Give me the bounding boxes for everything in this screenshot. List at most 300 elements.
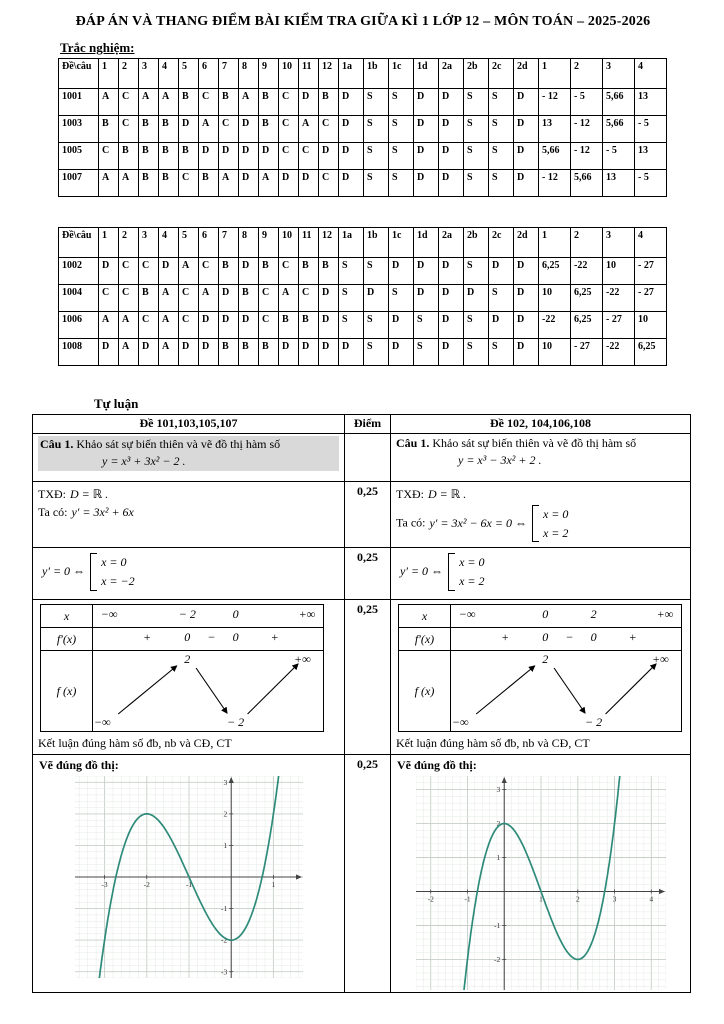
mc-answer-cell: D	[489, 258, 514, 285]
mc-header-col: 9	[259, 59, 279, 89]
mc-answer-cell: B	[219, 89, 239, 116]
mc-answer-cell: D	[464, 285, 489, 312]
mc-answer-cell: 13	[635, 143, 667, 170]
bbt-sign-value: 0	[232, 630, 239, 645]
mc-answer-cell: D	[439, 170, 464, 197]
mc-header-col: 2b	[464, 59, 489, 89]
mc-exam-code: 1005	[59, 143, 99, 170]
mc-answer-cell: S	[489, 285, 514, 312]
bbt-sign-value: 0	[542, 630, 549, 645]
mc-answer-cell: 13	[635, 89, 667, 116]
left-bracket-icon	[90, 553, 97, 590]
mc-answer-cell: B	[259, 116, 279, 143]
mc-header-col: 7	[219, 228, 239, 258]
svg-text:-2: -2	[220, 935, 227, 945]
mc-answer-cell: 5,66	[603, 89, 635, 116]
mc-header-col: 2b	[464, 228, 489, 258]
solution-cell-left	[33, 481, 345, 548]
problem-text: Khảo sát sự biến thiên và vẽ đồ thị hàm số	[432, 435, 637, 450]
mc-answer-cell: B	[179, 89, 199, 116]
mc-section-heading: Trắc nghiệm:	[60, 40, 135, 55]
svg-text:-2: -2	[143, 879, 150, 889]
bbt-x-value: −∞	[458, 607, 476, 622]
left-bracket-icon	[532, 505, 539, 542]
mc-answer-cell: - 12	[571, 143, 603, 170]
problem-highlight	[38, 436, 339, 471]
mc-answer-cell: S	[464, 116, 489, 143]
mc-header-col: 5	[179, 59, 199, 89]
mc-answer-cell: S	[489, 339, 514, 366]
mc-answer-cell: - 5	[603, 143, 635, 170]
mc-answer-cell: S	[389, 170, 414, 197]
mc-answer-row	[59, 285, 667, 312]
mc-answer-cell: S	[364, 312, 389, 339]
mc-header-col: 10	[279, 59, 299, 89]
mc-answer-cell: S	[489, 170, 514, 197]
mc-header-col: 6	[199, 228, 219, 258]
mc-answer-cell: D	[239, 312, 259, 339]
mc-answer-cell: D	[319, 339, 339, 366]
bbt-row	[41, 651, 323, 731]
mc-answer-cell: - 27	[571, 339, 603, 366]
bbt-arrow-up-icon	[248, 664, 298, 714]
mc-answer-table-1	[58, 58, 667, 197]
function-graph-right	[416, 776, 666, 990]
mc-answer-cell: D	[239, 258, 259, 285]
essay-header-row	[33, 415, 691, 434]
mc-answer-cell: S	[364, 258, 389, 285]
mc-answer-row	[59, 116, 667, 143]
mc-answer-cell: D	[299, 170, 319, 197]
mc-header-col: 8	[239, 59, 259, 89]
mc-answer-cell: D	[199, 339, 219, 366]
solution-cell-left	[33, 600, 345, 755]
mc-answer-cell: S	[364, 170, 389, 197]
mc-exam-code: 1006	[59, 312, 99, 339]
taco-label: Ta có:	[396, 515, 426, 530]
problem-cell-right	[391, 433, 691, 481]
cases-group	[448, 553, 484, 590]
mc-answer-cell: B	[279, 312, 299, 339]
mc-answer-cell: C	[219, 116, 239, 143]
svg-text:3: 3	[222, 777, 227, 787]
mc-answer-cell: S	[339, 258, 364, 285]
mc-header-col: 4	[159, 59, 179, 89]
mc-answer-cell: S	[489, 89, 514, 116]
essay-row-domain-derivative	[33, 481, 691, 548]
mc-exam-code: 1003	[59, 116, 99, 143]
mc-answer-cell: C	[279, 143, 299, 170]
bbt-row	[399, 628, 681, 651]
mc-header-col: 2c	[489, 59, 514, 89]
mc-answer-cell: D	[339, 339, 364, 366]
mc-answer-cell: - 27	[603, 312, 635, 339]
mc-answer-cell: S	[389, 143, 414, 170]
mc-answer-cell: D	[439, 143, 464, 170]
bbt-arrows	[451, 651, 680, 731]
mc-answer-cell: 10	[603, 258, 635, 285]
mc-header-col: 1	[539, 228, 571, 258]
mc-answer-cell: D	[514, 116, 539, 143]
mc-answer-cell: C	[139, 258, 159, 285]
mc-answer-cell: D	[239, 116, 259, 143]
svg-text:2: 2	[222, 809, 227, 819]
mc-answer-cell: B	[119, 143, 139, 170]
variation-table-left	[40, 604, 324, 732]
mc-header-col: 5	[179, 228, 199, 258]
mc-header-row	[59, 228, 667, 258]
mc-answer-cell: D	[239, 170, 259, 197]
mc-answer-cell: D	[99, 339, 119, 366]
mc-answer-cell: C	[119, 116, 139, 143]
mc-header-col: 9	[259, 228, 279, 258]
mc-answer-cell: B	[259, 339, 279, 366]
bbt-f-limit: −∞	[451, 714, 469, 729]
essay-section-heading: Tự luận	[94, 396, 139, 411]
mc-answer-cell: B	[239, 285, 259, 312]
mc-header-col: 4	[635, 228, 667, 258]
graph-label: Vẽ đúng đồ thị:	[397, 757, 477, 772]
mc-answer-cell: D	[414, 258, 439, 285]
mc-answer-cell: D	[319, 285, 339, 312]
solution-cell-right	[391, 481, 691, 548]
mc-answer-cell: A	[159, 285, 179, 312]
mc-answer-row	[59, 170, 667, 197]
mc-answer-cell: B	[199, 170, 219, 197]
bbt-arrow-down-icon	[554, 668, 585, 713]
mc-answer-cell: D	[389, 312, 414, 339]
mc-answer-cell: D	[514, 258, 539, 285]
mc-header-col: 6	[199, 59, 219, 89]
mc-answer-cell: 10	[539, 285, 571, 312]
mc-answer-cell: - 5	[635, 116, 667, 143]
mc-answer-cell: A	[239, 89, 259, 116]
svg-text:-2: -2	[493, 954, 500, 964]
svg-text:-2: -2	[427, 894, 434, 904]
conclusion-text: Kết luận đúng hàm số đb, nb và CĐ, CT	[396, 736, 590, 751]
equation-intro: y′ = 0 ⇔	[42, 563, 86, 578]
mc-answer-cell: -22	[603, 339, 635, 366]
derivative-formula: y′ = 3x² + 6x	[71, 505, 134, 520]
mc-answer-cell: D	[279, 339, 299, 366]
problem-label: Câu 1.	[40, 436, 74, 451]
mc-answer-cell: 6,25	[635, 339, 667, 366]
left-bracket-icon	[448, 553, 455, 590]
mc-header-col: 8	[239, 228, 259, 258]
mc-answer-cell: S	[464, 339, 489, 366]
txd-label: TXĐ:	[396, 486, 424, 501]
mc-answer-cell: D	[179, 116, 199, 143]
mc-answer-cell: S	[389, 285, 414, 312]
bbt-x-value: 2	[590, 607, 597, 622]
mc-header-col: 1	[539, 59, 571, 89]
svg-text:4: 4	[648, 894, 653, 904]
bbt-derivative-row-label: f′(x)	[41, 628, 93, 650]
mc-answer-cell: B	[319, 258, 339, 285]
mc-header-col: 1b	[364, 228, 389, 258]
svg-text:1: 1	[538, 894, 543, 904]
essay-col-points-header: Điểm	[345, 415, 391, 434]
mc-exam-code: 1001	[59, 89, 99, 116]
graph-cell-right	[391, 754, 691, 992]
mc-answer-cell: A	[299, 116, 319, 143]
mc-answer-cell: S	[464, 258, 489, 285]
mc-answer-cell: B	[299, 258, 319, 285]
mc-answer-row	[59, 143, 667, 170]
mc-answer-cell: S	[339, 312, 364, 339]
mc-answer-cell: C	[299, 285, 319, 312]
mc-answer-cell: 6,25	[571, 285, 603, 312]
mc-answer-row	[59, 339, 667, 366]
mc-answer-cell: B	[239, 339, 259, 366]
points-cell: 0,25	[345, 754, 391, 992]
svg-text:2: 2	[575, 894, 580, 904]
conclusion-text: Kết luận đúng hàm số đb, nb và CĐ, CT	[38, 736, 232, 751]
mc-answer-cell: D	[179, 339, 199, 366]
mc-exam-code: 1004	[59, 285, 99, 312]
mc-answer-cell: 5,66	[539, 143, 571, 170]
mc-header-col: 12	[319, 228, 339, 258]
mc-answer-cell: 5,66	[571, 170, 603, 197]
mc-header-col: 2c	[489, 228, 514, 258]
bbt-f-max: 2	[184, 652, 191, 667]
mc-answer-cell: A	[99, 170, 119, 197]
mc-answer-cell: D	[439, 312, 464, 339]
mc-header-col: 2d	[514, 228, 539, 258]
mc-answer-cell: - 5	[571, 89, 603, 116]
mc-answer-cell: 10	[539, 339, 571, 366]
case-line: x = 0	[542, 507, 569, 522]
mc-header-col: 7	[219, 59, 239, 89]
mc-answer-cell: S	[464, 170, 489, 197]
svg-text:-1: -1	[185, 879, 192, 889]
function-curve	[463, 776, 620, 990]
mc-answer-cell: S	[364, 116, 389, 143]
mc-header-col: 1	[99, 228, 119, 258]
bbt-f-limit: +∞	[293, 652, 311, 667]
txd-formula: D = ℝ .	[428, 486, 467, 501]
mc-header-col: 12	[319, 59, 339, 89]
bbt-x-value: − 2	[178, 607, 196, 622]
bbt-sign-value: 0	[184, 630, 191, 645]
mc-answer-cell: C	[299, 143, 319, 170]
mc-answer-cell: A	[159, 339, 179, 366]
mc-header-col: 2a	[439, 59, 464, 89]
bbt-arrows	[93, 651, 322, 731]
mc-answer-cell: C	[179, 285, 199, 312]
mc-answer-cell: D	[299, 89, 319, 116]
mc-header-col: 4	[159, 228, 179, 258]
mc-answer-cell: B	[319, 89, 339, 116]
mc-answer-cell: - 5	[635, 170, 667, 197]
svg-text:1: 1	[222, 840, 227, 850]
mc-answer-cell: C	[199, 89, 219, 116]
mc-header-col: 10	[279, 228, 299, 258]
mc-answer-cell: C	[259, 312, 279, 339]
case-line: x = 2	[542, 525, 569, 540]
essay-col-right-header: Đề 102, 104,106,108	[391, 415, 691, 434]
mc-header-col: 2d	[514, 59, 539, 89]
mc-answer-cell: S	[339, 285, 364, 312]
essay-col-left-header: Đề 101,103,105,107	[33, 415, 345, 434]
essay-row-variation-table	[33, 600, 691, 755]
mc-answer-cell: D	[439, 339, 464, 366]
equation-intro: y′ = 0 ⇔	[400, 563, 444, 578]
points-cell: 0,25	[345, 548, 391, 600]
mc-header-col: 3	[139, 59, 159, 89]
variation-table-right	[398, 604, 682, 732]
mc-answer-cell: D	[279, 170, 299, 197]
mc-answer-cell: D	[299, 339, 319, 366]
mc-answer-cell: C	[119, 285, 139, 312]
svg-text:1: 1	[271, 879, 275, 889]
function-graph-left	[75, 776, 303, 978]
mc-header-col: 2	[571, 59, 603, 89]
mc-answer-cell: B	[299, 312, 319, 339]
problem-label: Câu 1.	[396, 435, 430, 450]
mc-header-col: 11	[299, 228, 319, 258]
bbt-x-value: 0	[232, 607, 239, 622]
txd-label: TXĐ:	[38, 486, 66, 501]
mc-answer-cell: D	[514, 89, 539, 116]
points-cell: 0,25	[345, 600, 391, 755]
mc-answer-cell: D	[339, 89, 364, 116]
mc-header-col: 3	[603, 228, 635, 258]
mc-answer-cell: S	[364, 143, 389, 170]
mc-answer-cell: D	[514, 339, 539, 366]
mc-answer-cell: 13	[539, 116, 571, 143]
mc-answer-cell: D	[414, 143, 439, 170]
problem-cell-left	[33, 433, 345, 481]
mc-answer-cell: C	[99, 143, 119, 170]
mc-answer-cell: -22	[603, 285, 635, 312]
mc-answer-cell: D	[414, 285, 439, 312]
mc-answer-cell: 6,25	[539, 258, 571, 285]
mc-exam-code: 1007	[59, 170, 99, 197]
mc-answer-cell: C	[279, 258, 299, 285]
case-line: x = 0	[101, 555, 127, 570]
mc-answer-cell: D	[219, 285, 239, 312]
mc-answer-cell: B	[139, 143, 159, 170]
mc-answer-cell: S	[364, 339, 389, 366]
bbt-derivative-row-label: f′(x)	[399, 628, 451, 650]
mc-answer-cell: S	[464, 143, 489, 170]
mc-header-de-cau: Đề\câu	[59, 59, 99, 89]
mc-answer-row	[59, 312, 667, 339]
mc-answer-cell: B	[259, 258, 279, 285]
mc-answer-cell: C	[119, 89, 139, 116]
mc-answer-cell: A	[119, 312, 139, 339]
svg-text:3: 3	[612, 894, 616, 904]
mc-answer-cell: S	[414, 312, 439, 339]
mc-answer-cell: S	[464, 312, 489, 339]
graph-label: Vẽ đúng đồ thị:	[39, 757, 119, 772]
cases-group	[532, 505, 568, 542]
case-line: x = 0	[459, 555, 485, 570]
bbt-arrow-down-icon	[196, 668, 227, 713]
mc-answer-table-2	[58, 227, 667, 366]
bbt-x-row-label: x	[399, 605, 451, 627]
bbt-x-value: +∞	[298, 607, 316, 622]
mc-header-col: 1a	[339, 59, 364, 89]
bbt-sign-value: +	[142, 630, 152, 645]
points-cell	[345, 433, 391, 481]
mc-answer-cell: C	[279, 89, 299, 116]
mc-answer-cell: A	[119, 339, 139, 366]
mc-header-col: 1	[99, 59, 119, 89]
mc-answer-cell: S	[364, 89, 389, 116]
mc-answer-cell: B	[139, 116, 159, 143]
bbt-f-min: − 2	[227, 714, 245, 729]
mc-answer-cell: S	[389, 116, 414, 143]
mc-exam-code: 1008	[59, 339, 99, 366]
mc-answer-cell: D	[439, 285, 464, 312]
bbt-x-value: 0	[542, 607, 549, 622]
bbt-function-row-label: f (x)	[399, 651, 451, 731]
svg-text:1: 1	[495, 852, 500, 862]
mc-answer-cell: A	[279, 285, 299, 312]
mc-answer-cell: 13	[603, 170, 635, 197]
mc-answer-cell: C	[259, 285, 279, 312]
bbt-x-value: −∞	[100, 607, 118, 622]
graph-cell-left	[33, 754, 345, 992]
solution-cell-right	[391, 600, 691, 755]
mc-answer-cell: B	[259, 89, 279, 116]
mc-answer-cell: D	[159, 258, 179, 285]
svg-text:-1: -1	[493, 920, 500, 930]
mc-answer-cell: 6,25	[571, 312, 603, 339]
document-title: ĐÁP ÁN VÀ THANG ĐIỂM BÀI KIỂM TRA GIỮA KÌ 1 LỚP 12 – MÔN TOÁN – 2025-2026	[75, 14, 651, 29]
mc-answer-cell: B	[219, 339, 239, 366]
mc-header-col: 1d	[414, 59, 439, 89]
mc-header-col: 3	[139, 228, 159, 258]
mc-answer-cell: D	[259, 143, 279, 170]
mc-answer-cell: A	[99, 89, 119, 116]
mc-answer-cell: B	[219, 258, 239, 285]
mc-answer-cell: C	[179, 170, 199, 197]
mc-header-col: 1b	[364, 59, 389, 89]
essay-row-problem	[33, 433, 691, 481]
mc-answer-cell: S	[464, 89, 489, 116]
mc-answer-cell: B	[159, 170, 179, 197]
mc-answer-cell: C	[319, 116, 339, 143]
mc-header-row	[59, 59, 667, 89]
mc-answer-cell: C	[99, 285, 119, 312]
mc-answer-cell: - 12	[571, 116, 603, 143]
bbt-f-max: 2	[542, 652, 549, 667]
bbt-row	[399, 651, 681, 731]
mc-answer-cell: B	[159, 116, 179, 143]
problem-formula: y = x³ − 3x² + 2 .	[458, 453, 542, 468]
mc-header-col: 2a	[439, 228, 464, 258]
mc-answer-cell: S	[389, 89, 414, 116]
problem-text: Khảo sát sự biến thiên và vẽ đồ thị hàm số	[76, 436, 281, 451]
bbt-f-min: − 2	[585, 714, 603, 729]
mc-answer-cell: D	[339, 170, 364, 197]
mc-answer-cell: C	[319, 170, 339, 197]
mc-answer-cell: D	[199, 312, 219, 339]
svg-text:3: 3	[495, 784, 500, 794]
points-cell: 0,25	[345, 481, 391, 548]
bbt-row	[41, 628, 323, 651]
mc-answer-cell: S	[414, 339, 439, 366]
mc-answer-cell: D	[439, 258, 464, 285]
mc-answer-cell: - 12	[539, 170, 571, 197]
mc-answer-cell: -22	[539, 312, 571, 339]
mc-header-col: 11	[299, 59, 319, 89]
mc-answer-cell: S	[489, 143, 514, 170]
mc-answer-cell: B	[139, 170, 159, 197]
